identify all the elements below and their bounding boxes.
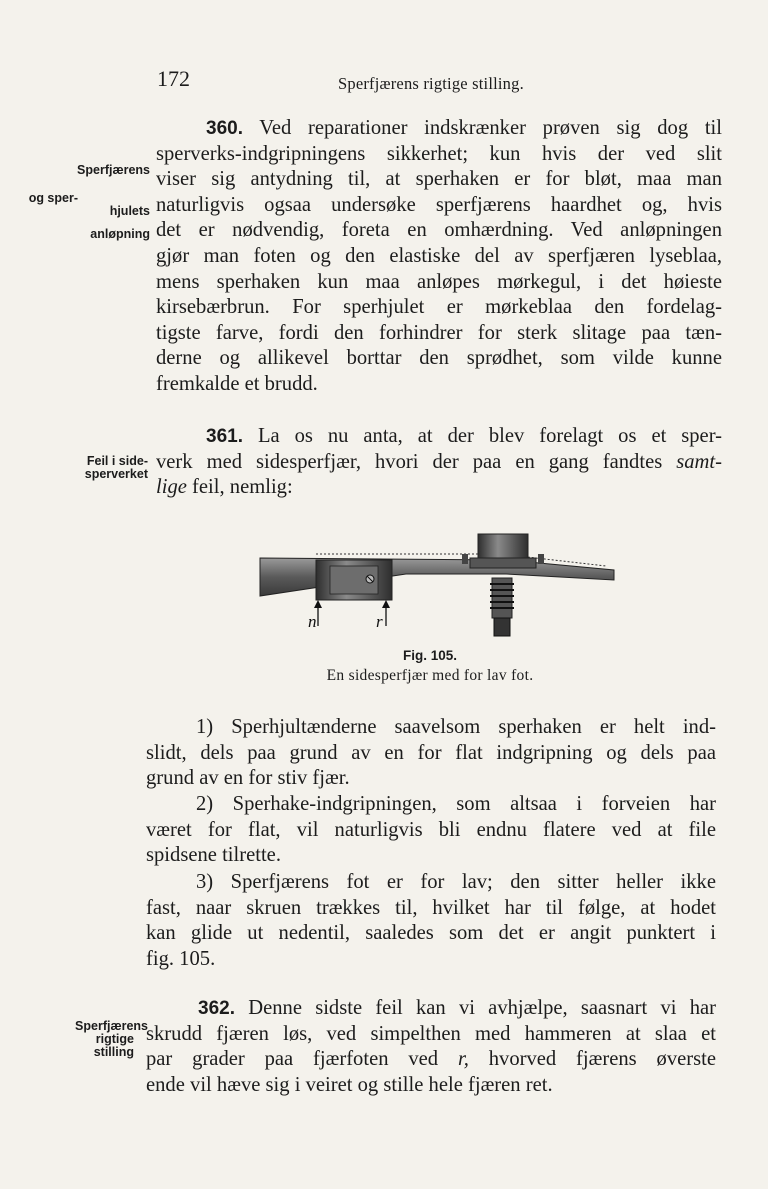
paragraph-361 <box>156 424 722 501</box>
text-line: 3) Sperfjærens fot er for lav; den sitter heller ikke <box>196 871 716 893</box>
text-line: fremkalde et brudd. <box>156 372 318 395</box>
text-line: 360. Ved reparationer indskrænker prøven sig dog til <box>206 117 722 139</box>
text-line: gjør man foten og den elastiske del av sperfjæren lyseblaa, <box>156 244 722 267</box>
text-line: par grader paa fjærfoten ved r, hvorved fjærens øverste <box>146 1048 717 1071</box>
label-n: n <box>308 612 317 631</box>
page-number: 172 <box>157 66 190 91</box>
text-line: 362. Denne sidste feil kan vi avhjælpe, saasnart vi har <box>198 997 716 1019</box>
text-line: kan glide ut nedentil, saaledes som det er angit punktert i <box>146 922 716 945</box>
text-line: fig. 105. <box>146 947 216 970</box>
label-r: r <box>376 612 383 631</box>
text-line: været for flat, vil naturligvis bli endnu flatere ved at file <box>146 818 716 841</box>
text-line: spidsene tilrette. <box>146 844 281 867</box>
margin-note-362: Sperfjærens rigtige stilling <box>75 1019 148 1059</box>
text-line: verk med sidesperfjær, hvori der paa en gang fandtes samt- <box>156 450 722 473</box>
spring-arm <box>260 558 614 596</box>
text-line: mens sperhaken kun maa anløpes mørkegul, i det høieste <box>156 270 722 293</box>
text-line: 361. La os nu anta, at der blev forelagt os et sper- <box>206 425 722 447</box>
text-line: 2) Sperhake-indgripningen, som altsaa i forveien har <box>196 793 716 815</box>
text-line: slidt, dels paa grund av en for flat indgripning og dels paa <box>146 741 716 764</box>
text-line: lige feil, nemlig: <box>156 476 293 499</box>
text-line: ende vil hæve sig i veiret og stille hele fjæren ret. <box>146 1073 553 1096</box>
running-title: Sperfjærens rigtige stilling. <box>338 74 524 93</box>
paragraph-362 <box>146 996 716 1098</box>
text-line: skrudd fjæren løs, ved simpelthen med hammeren at slaa et <box>146 1022 716 1045</box>
threaded-screw <box>490 578 514 636</box>
text-line: viser sig antydning til, at sperhaken er for bløt, maa man <box>156 168 722 191</box>
text-line: grund av en for stiv fjær. <box>146 767 350 790</box>
text-line: 1) Sperhjultænderne saavelsom sperhaken er helt ind- <box>196 716 716 738</box>
figure-number: Fig. 105. <box>402 648 458 663</box>
text-line: det er nødvendig, foreta en omhærdning. Ved anløpningen <box>156 219 722 242</box>
text-line: fast, naar skruen trækkes til, hvilket har til følge, at hodet <box>146 896 716 919</box>
text-line: derne og allikevel borttar den sprødhet, som vilde kunne <box>156 347 722 370</box>
text-line: kirsebærbrun. For sperhjulet er mørkeblaa den fordelag- <box>156 296 722 319</box>
list-item-1 <box>146 715 716 792</box>
text-line: sperverks-indgripningens sikkerhet; kun hvis der ved slit <box>156 142 722 165</box>
list-item-3 <box>146 870 716 972</box>
figure-105-illustration <box>256 530 616 642</box>
margin-note-361: Feil i side- sperverket <box>84 454 148 481</box>
text-line: naturligvis ogsaa undersøke sperfjærens haardhet og, hvis <box>156 193 722 216</box>
margin-note-360: Sperfjærens og sper- hjulets anløpning <box>28 163 150 241</box>
arrow-r <box>382 600 390 626</box>
paragraph-360 <box>156 116 722 398</box>
figure-caption: En sidesperfjær med for lav fot. <box>326 667 534 684</box>
text-line: tigste farve, fordi den forhindrer for sterk slitage paa tæn- <box>156 321 722 344</box>
list-item-2 <box>146 792 716 869</box>
